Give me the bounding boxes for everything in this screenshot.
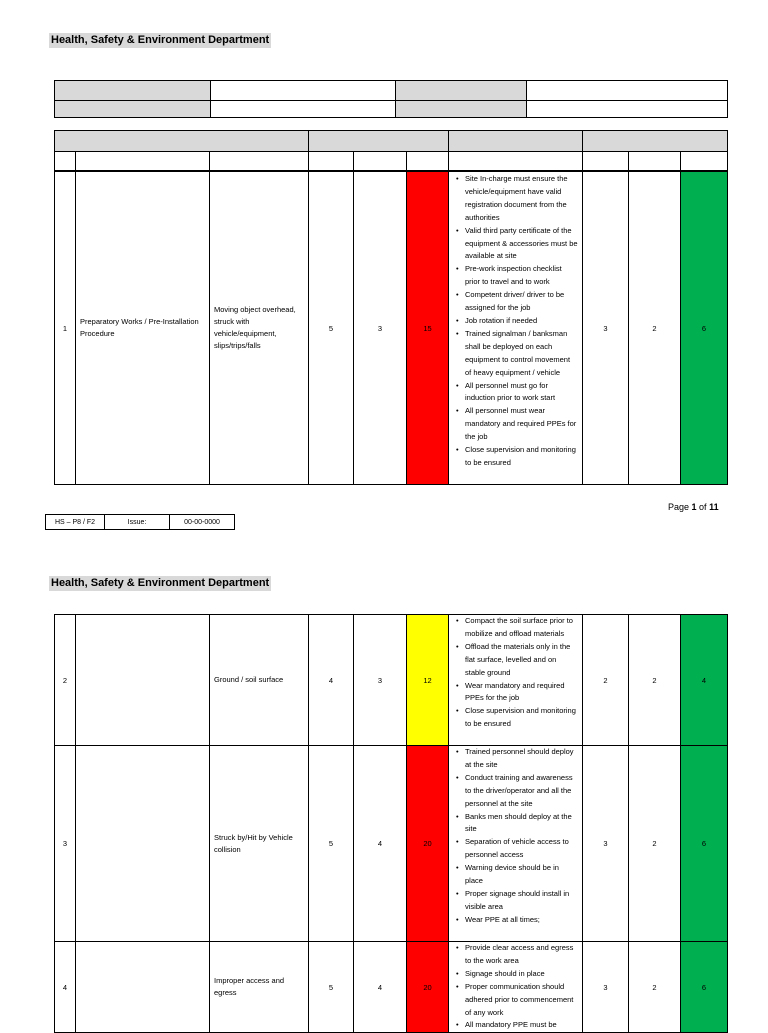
control-item: • Close supervision and monitoring to be ensured [465, 705, 578, 731]
residual-severity-cell: 2 [629, 746, 681, 942]
severity-cell: 4 [354, 746, 407, 942]
table-row [55, 942, 728, 1033]
hazard-cell: Improper access and egress [210, 942, 309, 1033]
document-code-table [45, 514, 235, 530]
page-number: Page 1 of 11 [668, 502, 719, 512]
issue-label: Issue: [105, 515, 170, 530]
control-item: • All personnel must go for induction prior to work start [465, 380, 578, 406]
control-item: • Offload the materials only in the flat surface, levelled and on stable ground [465, 641, 578, 680]
control-item: • All mandatory PPE must be [465, 1019, 578, 1032]
control-item: • Separation of vehicle access to personnel access [465, 836, 578, 862]
risk-rating-cell: 20 [407, 746, 449, 942]
risk-table-page1 [54, 171, 728, 485]
row-number: 4 [55, 942, 76, 1033]
control-item: • Provide clear access and egress to the work area [465, 942, 578, 968]
risk-table-page2 [54, 614, 728, 1033]
residual-likelihood-cell: 2 [583, 615, 629, 746]
severity-cell: 4 [354, 942, 407, 1033]
department-title: Health, Safety & Environment Department [51, 34, 270, 46]
activity-cell [76, 615, 210, 746]
activity-cell [76, 746, 210, 942]
residual-likelihood-cell: 3 [583, 172, 629, 485]
control-item: • Valid third party certificate of the equipment & accessories must be available at site [465, 225, 578, 264]
residual-risk-cell: 6 [681, 942, 728, 1033]
control-item: • Wear PPE at all times; [465, 914, 578, 927]
severity-cell: 3 [354, 615, 407, 746]
activity-cell [76, 942, 210, 1033]
control-item: • Job rotation if needed [465, 315, 578, 328]
doc-code: HS – P8 / F2 [46, 515, 105, 530]
control-item: • Site In-charge must ensure the vehicle/equipment have valid registration document from the authorities [465, 173, 578, 225]
info-table [54, 80, 728, 118]
likelihood-cell: 5 [309, 942, 354, 1033]
residual-risk-cell: 6 [681, 746, 728, 942]
issue-date: 00-00-0000 [170, 515, 235, 530]
activity-cell: Preparatory Works / Pre-Installation Procedure [76, 172, 210, 485]
likelihood-cell: 4 [309, 615, 354, 746]
risk-rating-cell: 20 [407, 942, 449, 1033]
residual-severity-cell: 2 [629, 172, 681, 485]
control-item: • Trained personnel should deploy at the site [465, 746, 578, 772]
control-item: • Conduct training and awareness to the driver/operator and all the personnel at the site [465, 772, 578, 811]
control-item: • Warning device should be in place [465, 862, 578, 888]
table-row [55, 615, 728, 746]
control-item: • Signage should in place [465, 968, 578, 981]
table-row [55, 172, 728, 485]
controls-cell [449, 172, 583, 485]
risk-rating-cell: 12 [407, 615, 449, 746]
control-item: • Banks men should deploy at the site [465, 811, 578, 837]
department-title-page2: Health, Safety & Environment Department [51, 577, 270, 589]
likelihood-cell: 5 [309, 172, 354, 485]
hazard-cell: Moving object overhead, struck with vehicle/equipment, slips/trips/falls [210, 172, 309, 485]
residual-likelihood-cell: 3 [583, 746, 629, 942]
control-item: • Proper communication should adhered prior to commencement of any work [465, 981, 578, 1020]
severity-cell: 3 [354, 172, 407, 485]
control-item: • Pre-work inspection checklist prior to travel and to work [465, 263, 578, 289]
row-number: 1 [55, 172, 76, 485]
column-header-table [54, 130, 728, 171]
residual-severity-cell: 2 [629, 615, 681, 746]
control-item: • Wear mandatory and required PPEs for the job [465, 680, 578, 706]
row-number: 2 [55, 615, 76, 746]
residual-severity-cell: 2 [629, 942, 681, 1033]
hazard-cell: Struck by/Hit by Vehicle collision [210, 746, 309, 942]
control-item: • All personnel must wear mandatory and required PPEs for the job [465, 405, 578, 444]
hazard-cell: Ground / soil surface [210, 615, 309, 746]
row-number: 3 [55, 746, 76, 942]
residual-risk-cell: 4 [681, 615, 728, 746]
controls-cell [449, 746, 583, 942]
likelihood-cell: 5 [309, 746, 354, 942]
residual-risk-cell: 6 [681, 172, 728, 485]
controls-cell [449, 615, 583, 746]
control-item: • Trained signalman / banksman shall be deployed on each equipment to control movement of heavy equipment / vehicle [465, 328, 578, 380]
control-item: • Proper signage should install in visible area [465, 888, 578, 914]
control-item: • Compact the soil surface prior to mobilize and offload materials [465, 615, 578, 641]
controls-cell [449, 942, 583, 1033]
residual-likelihood-cell: 3 [583, 942, 629, 1033]
risk-rating-cell: 15 [407, 172, 449, 485]
table-row [55, 746, 728, 942]
control-item: • Close supervision and monitoring to be ensured [465, 444, 578, 470]
control-item: • Competent driver/ driver to be assigned for the job [465, 289, 578, 315]
